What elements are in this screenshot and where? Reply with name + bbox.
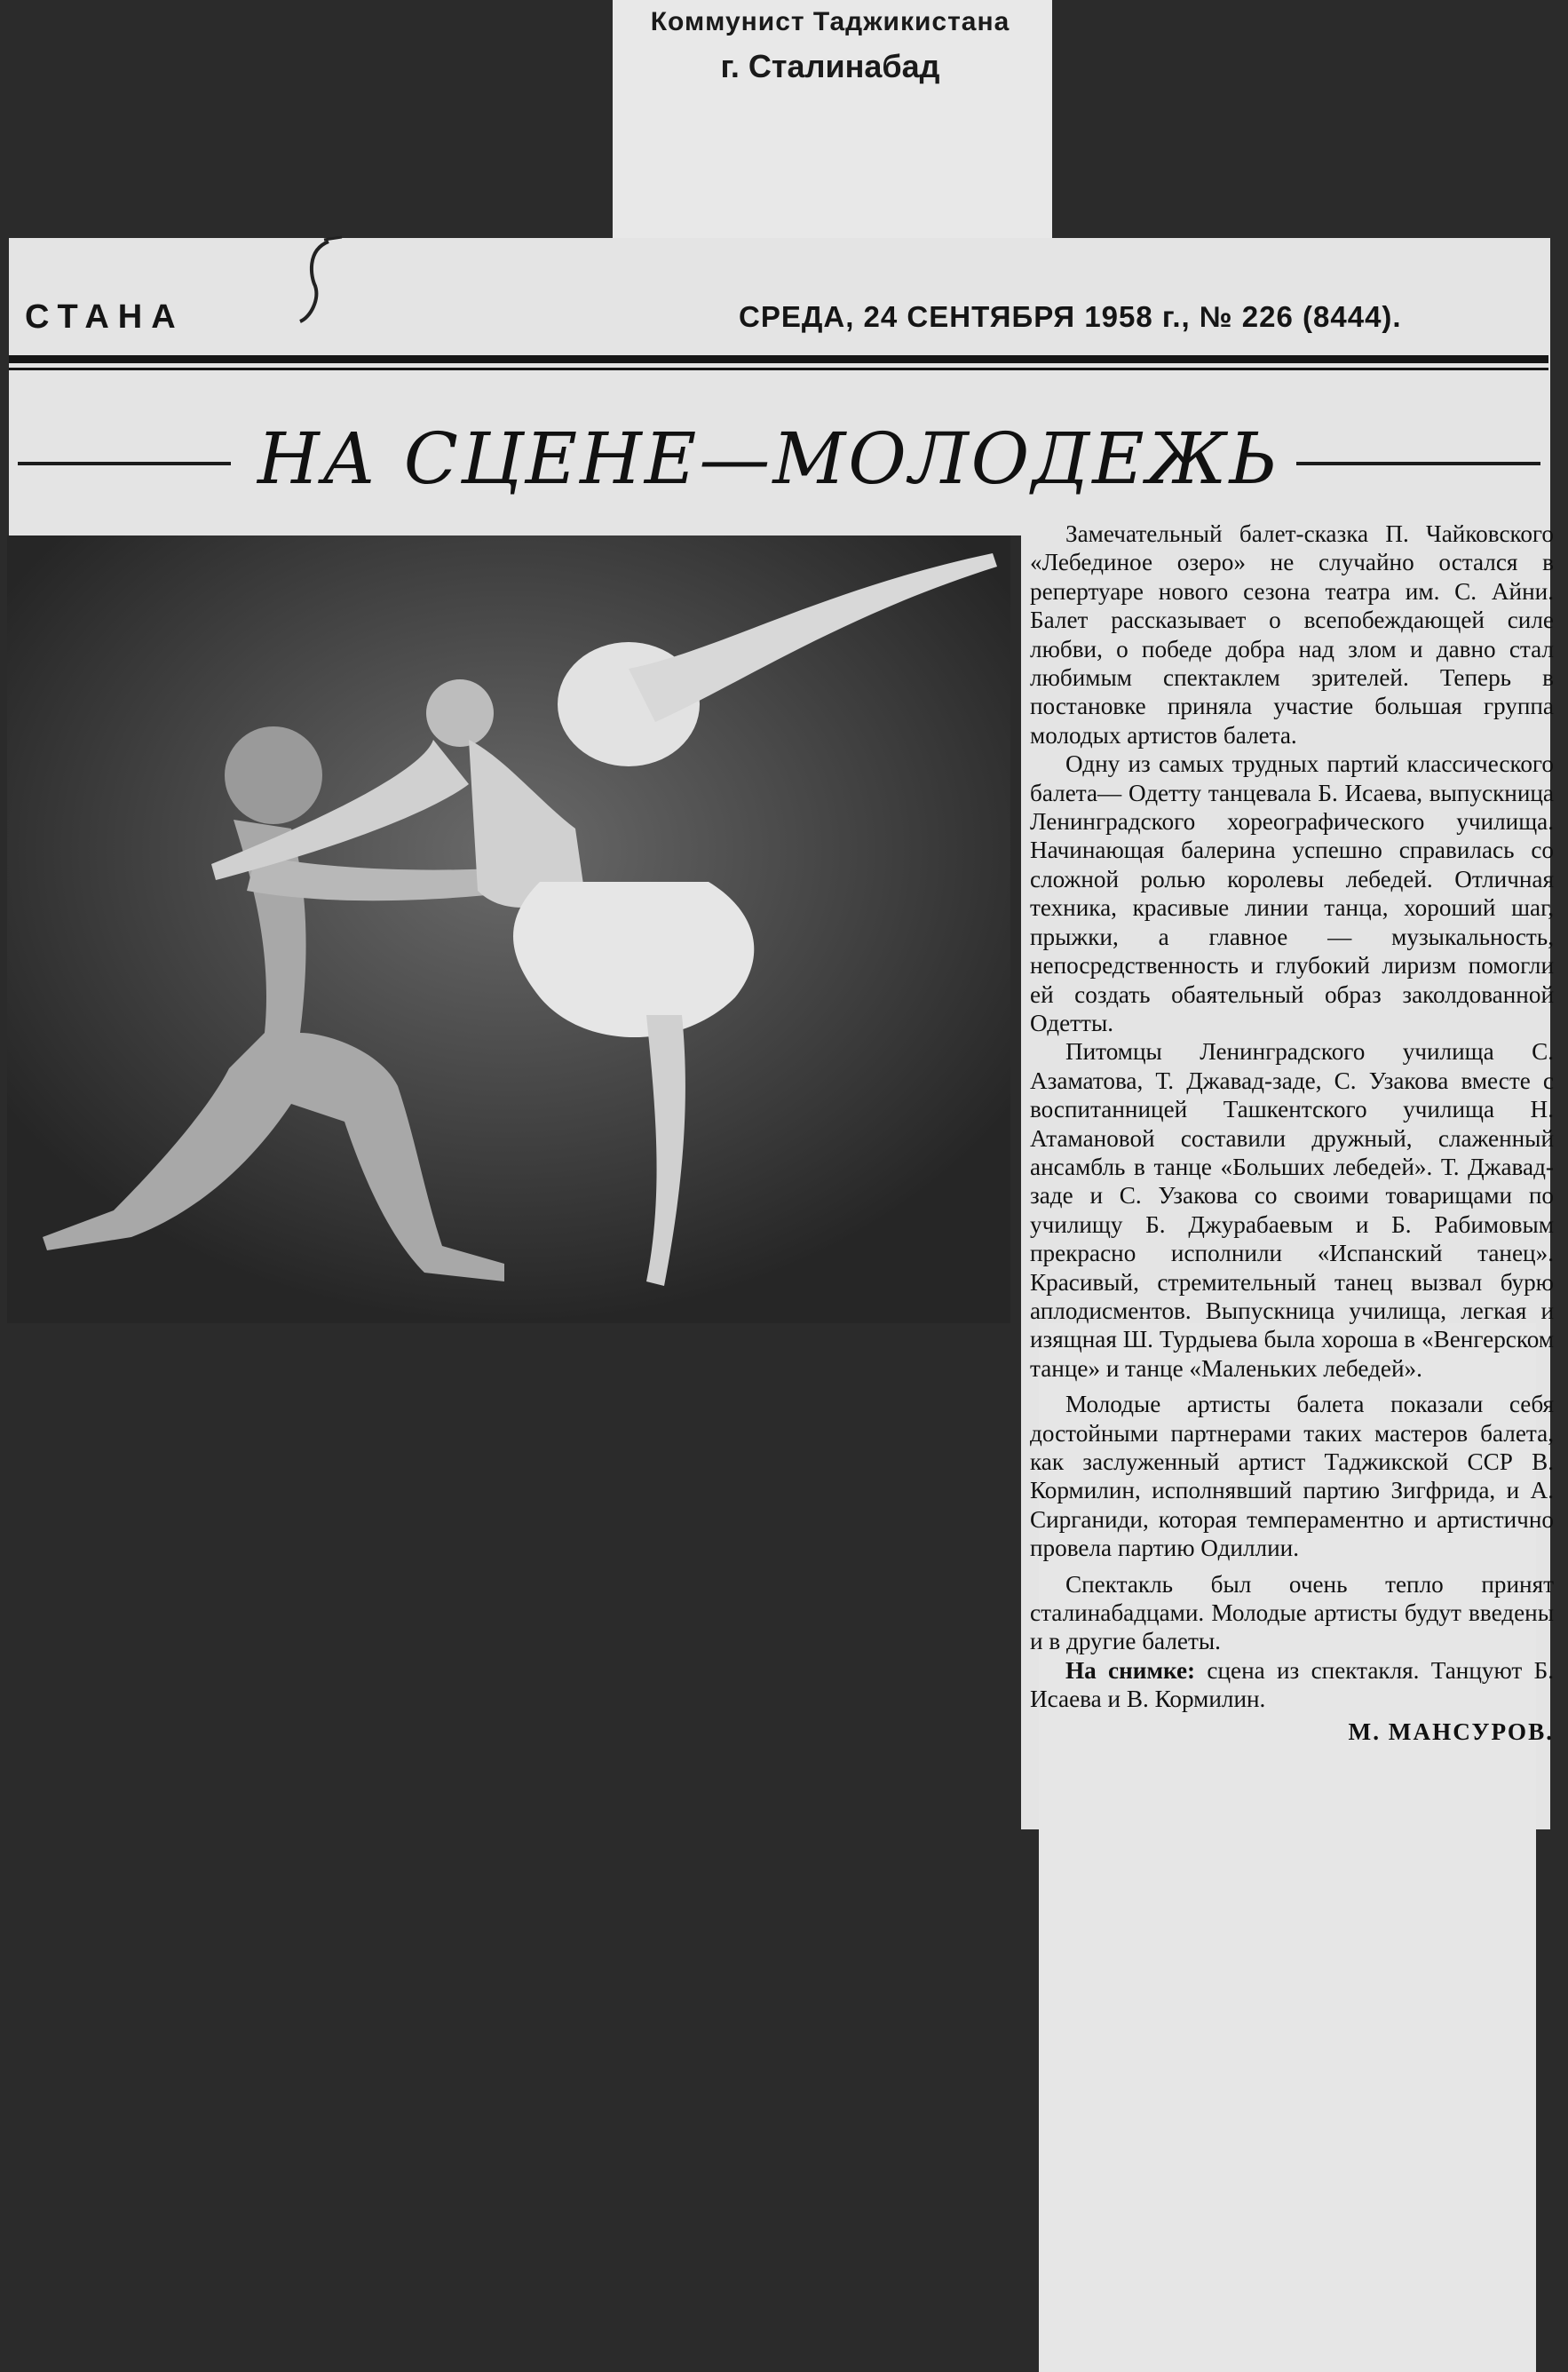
article-paragraph: Питомцы Ленинградского училища С. Азаматова, Т. Джавад-заде, С. Узакова вместе с воспитанницей Ташкентского училища Н. Атамановой составили дружный, слаженный ансамбль в танце «Больших лебедей». Т. Джавад-заде и С. Узакова со своими товарищами по училищу Б. Джурабаевым и Б. Рабимовым прекрасно исполнили «Испанский танец». Красивый, стремительный танец вызвал бурю аплодисментов. Выпускница училища, легкая и изящная Ш. Турдыева была хороша в «Венгерском танце» и танце «Маленьких лебедей». <box>1030 1038 1554 1382</box>
author-signature: М. МАНСУРОВ. <box>1348 1718 1554 1745</box>
masthead-issue: СРЕДА, 24 СЕНТЯБРЯ 1958 г., № 226 (8444). <box>739 300 1402 333</box>
stamp-newspaper-name: Коммунист Таджикистана <box>650 7 1010 36</box>
headline-rule-left <box>18 462 231 465</box>
ballet-illustration <box>7 535 1010 1323</box>
article-paragraph: Спектакль был очень тепло принят сталинабадцами. Молодые артисты будут введены и в другие балеты. <box>1030 1570 1554 1655</box>
headline: НА СЦЕНЕ—МОЛОДЕЖЬ <box>257 417 1280 500</box>
masthead-rule-thick <box>9 355 1548 363</box>
caption-label: На снимке: <box>1065 1656 1196 1684</box>
caption-text: сцена из спектакля. Танцуют Б. Исаева и В. Кормилин. <box>1030 1656 1555 1713</box>
article-paragraph: Замечательный балет-сказка П. Чайковского «Лебединое озеро» не случайно остался в репертуаре нового сезона театра им. С. Айни. Балет рассказывает о всепобеждающей силе любви, о победе добра над злом и давно стал любимым спектаклем зрителей. Теперь в постановке приняла участие большая группа молодых артистов балета. <box>1030 520 1554 749</box>
ballet-photo <box>7 535 1010 1323</box>
handwritten-mark <box>293 233 346 330</box>
article-paragraph: Молодые артисты балета показали себя достойными партнерами таких мастеров балета, как заслуженный артист Таджикской ССР В. Кормилин, исполнявший партию Зигфрида, и А. Сирганиди, которая темпераментно и артистично провела партию Одиллии. <box>1030 1391 1554 1562</box>
article-paragraph: Одну из самых трудных партий классического балета— Одетту танцевала Б. Исаева, выпускница Ленинградского хореографического училища. Начинающая балерина успешно справилась со сложной ролью королевы лебедей. Отличная техника, красивые линии танца, хороший шаг, прыжки, а главное — музыкальность, непосредственность и глубокий лиризм помогли ей создать обаятельный образ заколдованной Одетты. <box>1030 750 1554 1036</box>
article-column <box>1030 520 1554 1746</box>
masthead-rule-thin <box>9 368 1548 370</box>
photo-caption <box>1030 1656 1554 1714</box>
headline-rule-right <box>1296 462 1540 465</box>
masthead-left: СТАНА <box>25 298 185 336</box>
stamp-city: г. Сталинабад <box>720 48 940 84</box>
